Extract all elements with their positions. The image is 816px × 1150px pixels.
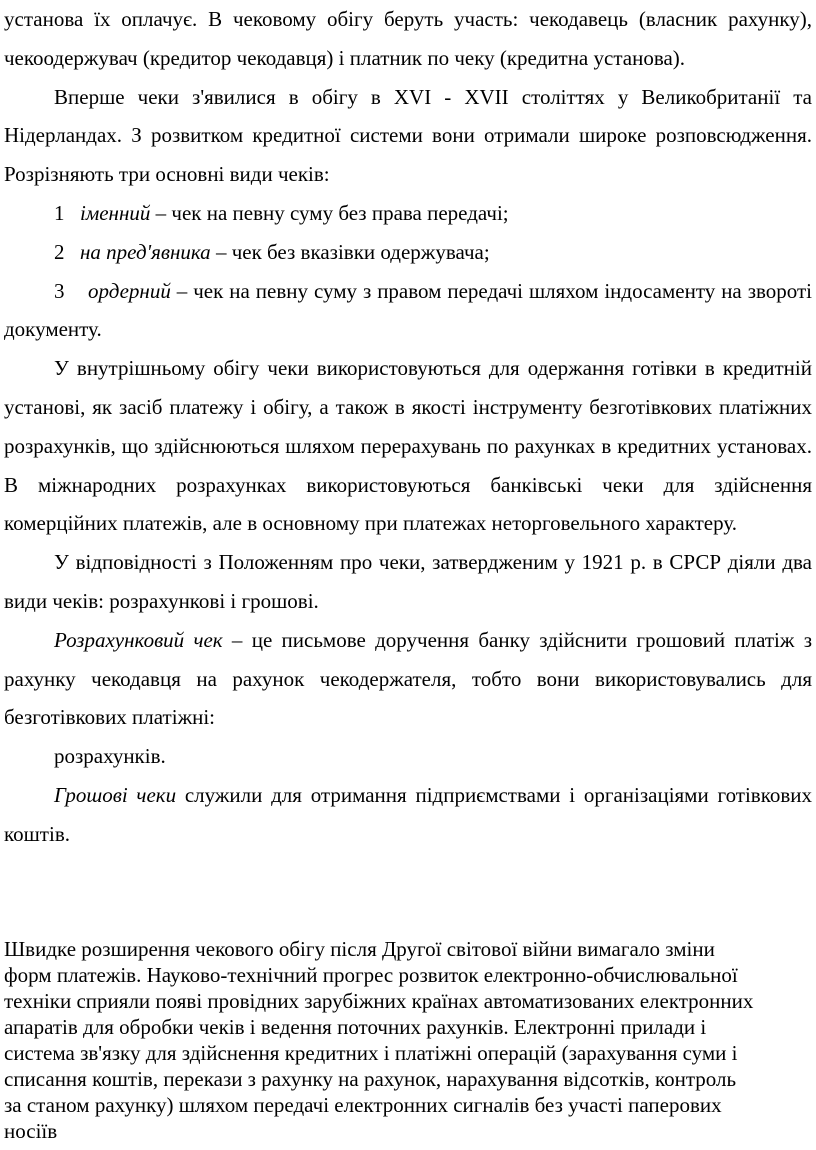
text-line: Швидке розширення чекового обігу після Другої світової війни вимагало зміни [4,937,715,961]
definition-settlement-check: – це письмове доручення банку здійснити грошовий платіж з рахунку чекодавця на рахунок чекодержателя, тобто вони використовувались для безготівкових платіжні: [4,627,812,730]
paragraph-cash-checks [4,776,812,854]
term-settlement-check: Розрахунковий чек [54,627,223,652]
paragraph-electronic-payments [4,936,812,1144]
list-number: 3 [54,278,65,303]
text-line: носіїв [4,1119,58,1143]
list-item-bearer-check [4,233,812,272]
list-definition: – чек на певну суму без права передачі; [150,200,509,225]
term-cash-checks: Грошові чеки [54,782,177,807]
list-definition: – чек на певну суму з правом передачі шляхом індосаменту на звороті документу. [4,278,812,342]
text-line: форм платежів. Науково-технічний прогрес розвиток електронно-обчислювальної [4,963,738,987]
text-line: апаратів для обробки чеків і ведення поточних рахунків. Електронні прилади і [4,1015,707,1039]
list-term: іменний [80,200,151,225]
list-number: 2 [54,239,65,264]
text-line: техніки сприяли появі провідних зарубіжних країнах автоматизованих електронних [4,989,754,1013]
paragraph-ussr-regulation: У відповідності з Положенням про чеки, затвердженим у 1921 р. в СРСР діяли два види чеків: розрахункові і грошові. [4,550,812,613]
list-term: ордерний [88,278,171,303]
list-item-named-check [4,194,812,233]
paragraph-check-participants: установа їх оплачує. В чековому обігу беруть участь: чекодавець (власник рахунку), чекоодержувач (кредитор чекодавця) і платник по чеку (кредитна установа). [4,7,812,70]
list-item-order-check [4,272,812,350]
list-definition: – чек без вказівки одержувача; [210,239,490,264]
document-body [4,0,812,854]
text-line: списання коштів, перекази з рахунку на рахунок, нарахування відсотків, контроль [4,1067,737,1091]
list-number: 1 [54,200,65,225]
paragraph-settlements-word: розрахунків. [54,744,166,769]
text-line: система зв'язку для здійснення кредитних і платіжні операцій (зарахування суми і [4,1041,738,1065]
text-line: за станом рахунку) шляхом передачі електронних сигналів без участі паперових [4,1093,722,1117]
definition-cash-checks: служили для отримання підприємствами і організаціями готівкових коштів. [4,782,813,846]
paragraph-settlement-check [4,621,812,737]
paragraph-check-history: Вперше чеки з'явилися в обігу в XVI - XVII століттях у Великобританії та Нідерландах. З розвитком кредитної системи вони отримали широке розповсюдження. Розрізняють три основні види чеків: [4,84,812,187]
list-term: на пред'явника [80,239,211,264]
paragraph-domestic-use: У внутрішньому обігу чеки використовуються для одержання готівки в кредитній установі, як засіб платежу і обігу, а також в якості інструменту безготівкових платіжних розрахунків, що здійснюються шляхом перерахувань по рахунках в кредитних установах. В міжнародних розрахунках використовуються банківські чеки для здійснення комерційних платежів, але в основному при платежах неторговельного характеру. [4,356,812,536]
